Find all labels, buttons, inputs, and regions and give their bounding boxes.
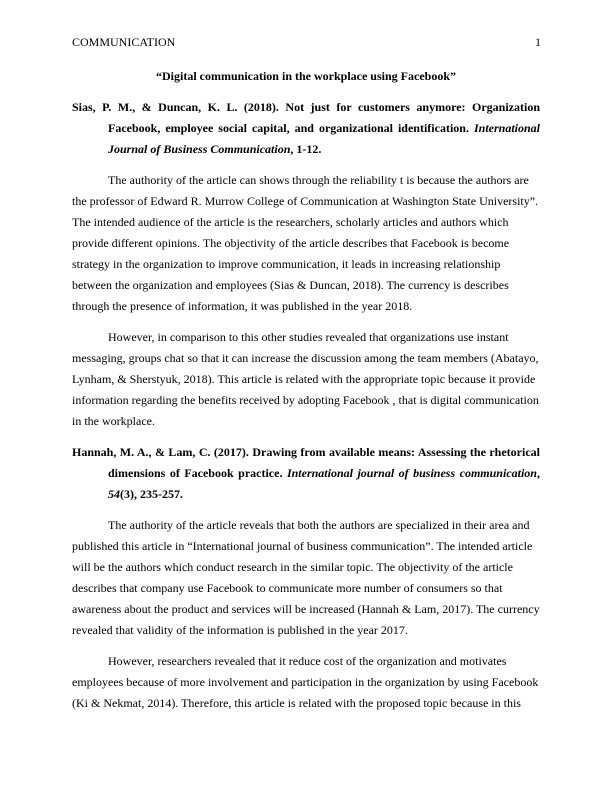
reference-text: Sias, P. M., & Duncan, K. L. (2018). Not just for customers anymore: Organization Facebook, employee social capital, and organizational identification. bbox=[72, 100, 540, 135]
running-head: COMMUNICATION bbox=[72, 35, 176, 49]
reference-volume: 54 bbox=[108, 487, 120, 501]
page-number: 1 bbox=[535, 35, 541, 49]
body-paragraph: The authority of the article reveals that both the authors are specialized in their area and published this article in “International journal of business communication”. The intended article will be the authors which conduct research in the similar topic. The objectivity of the article describes that company use Facebook to communicate more number of consumers so that awareness about the product and services will be increased (Hannah & Lam, 2017). The currency revealed that validity of the information is published in the year 2017. bbox=[72, 518, 540, 637]
reference-entry bbox=[72, 97, 540, 160]
reference-suffix: , 1-12. bbox=[290, 142, 322, 156]
body-paragraph: However, in comparison to this other studies revealed that organizations use instant messaging, groups chat so that it can increase the discussion among the team members (Abatayo, Lynham, & Sherstyuk, 2018). This article is related with the appropriate topic because it provide information regarding the benefits received by adopting Facebook , that is digital communication in the workplace. bbox=[72, 330, 539, 428]
body-paragraph: The authority of the article can shows through the reliability t is because the authors are the professor of Edward R. Murrow College of Communication at Washington State University”. The intended audience of the article is the researchers, scholarly articles and authors which provide different opinions. The objectivity of the article describes that Facebook is become strategy in the organization to improve communication, it leads in increasing relationship between the organization and employees (Sias & Duncan, 2018). The currency is describes through the presence of information, it was published in the year 2018. bbox=[72, 173, 539, 313]
reference-journal: International journal of business communication bbox=[286, 466, 537, 480]
reference-text: Hannah, M. A., & Lam, C. (2017). Drawing from available means: Assessing the rhetorical dimensions of Facebook practice. bbox=[72, 445, 540, 480]
document-title: “Digital communication in the workplace using Facebook” bbox=[155, 69, 456, 83]
reference-mid: , bbox=[536, 466, 540, 480]
body-paragraph: However, researchers revealed that it reduce cost of the organization and motivates employees because of more involvement and participation in the organization by using Facebook (Ki & Nekmat, 2014). Therefore, this article is related with the proposed topic because in this bbox=[72, 654, 539, 710]
reference-entry bbox=[72, 442, 540, 505]
reference-suffix: (3), 235-257. bbox=[120, 487, 183, 501]
document-body bbox=[72, 97, 540, 724]
reference-journal: International Journal of Business Communication bbox=[108, 121, 540, 156]
